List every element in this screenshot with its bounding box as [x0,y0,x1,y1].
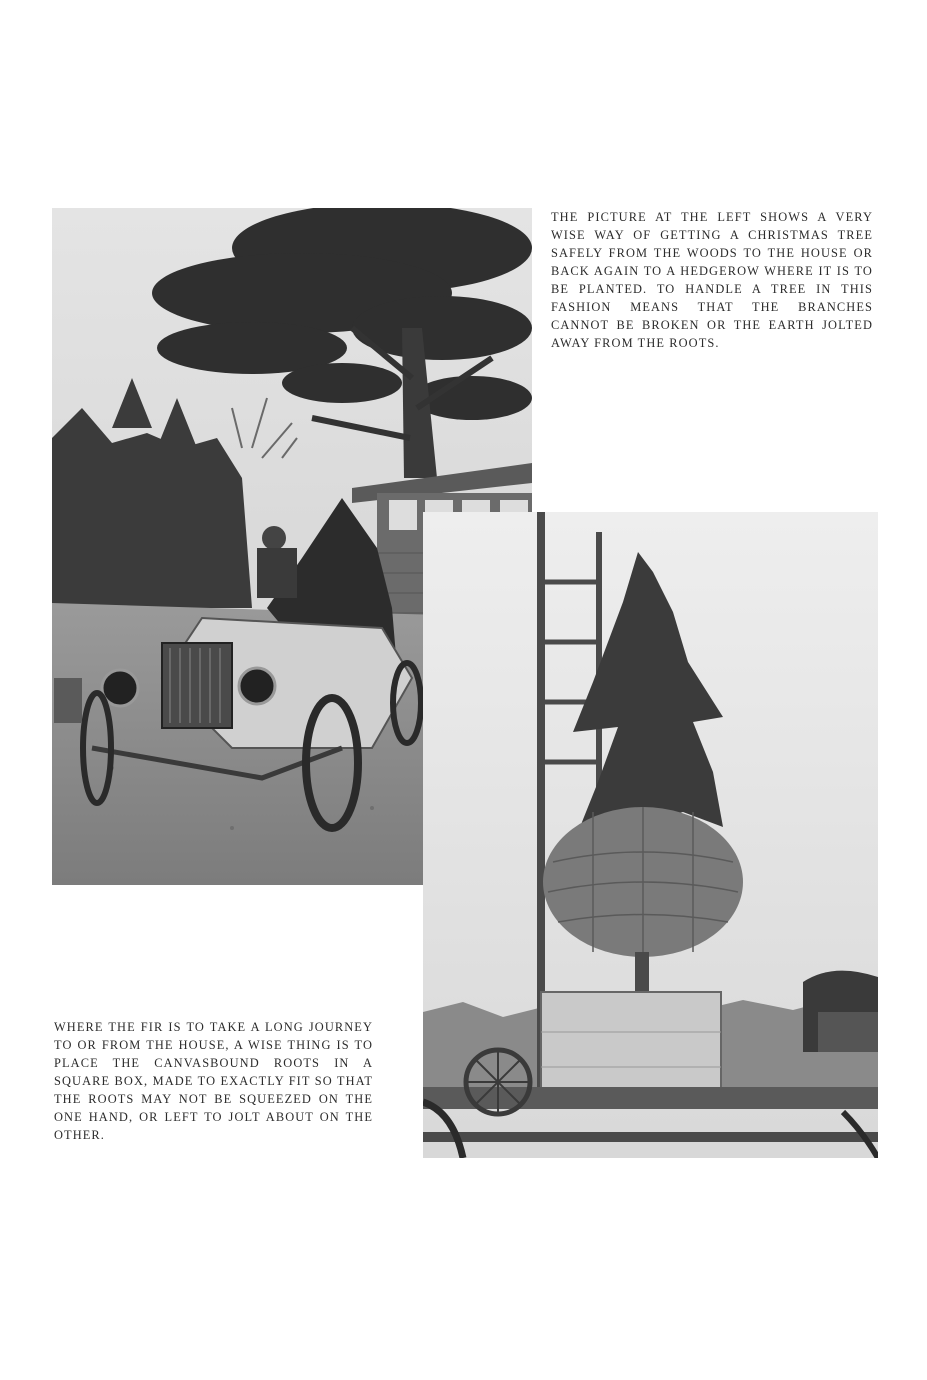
square-box [541,992,721,1102]
driver [262,526,286,550]
photo-wagon-illustration [423,512,878,1158]
caption-top: THE PICTURE AT THE LEFT SHOWS A VERY WISE WAY OF GETTING A CHRISTMAS TREE SAFELY FROM THE WOODS TO THE HOUSE OR BACK AGAIN TO A HEDGEROW WHERE IT IS TO BE PLANTED. TO HANDLE A TREE IN THIS FASHION MEANS THAT THE BRANCHES CANNOT BE BROKEN OR THE EARTH JOLTED AWAY FROM THE ROOTS. [551,210,873,350]
caption-bottom: WHERE THE FIR IS TO TAKE A LONG JOURNEY TO OR FROM THE HOUSE, A WISE THING IS TO PLACE THE CANVASBOUND ROOTS IN A SQUARE BOX, MADE TO EXACTLY FIT SO THAT THE ROOTS MAY NOT BE SQUEEZED ON THE ONE HAND, OR LEFT TO JOLT ABOUT ON THE OTHER. [54,1020,373,1142]
photo-tree-in-box-on-wagon [423,512,878,1158]
